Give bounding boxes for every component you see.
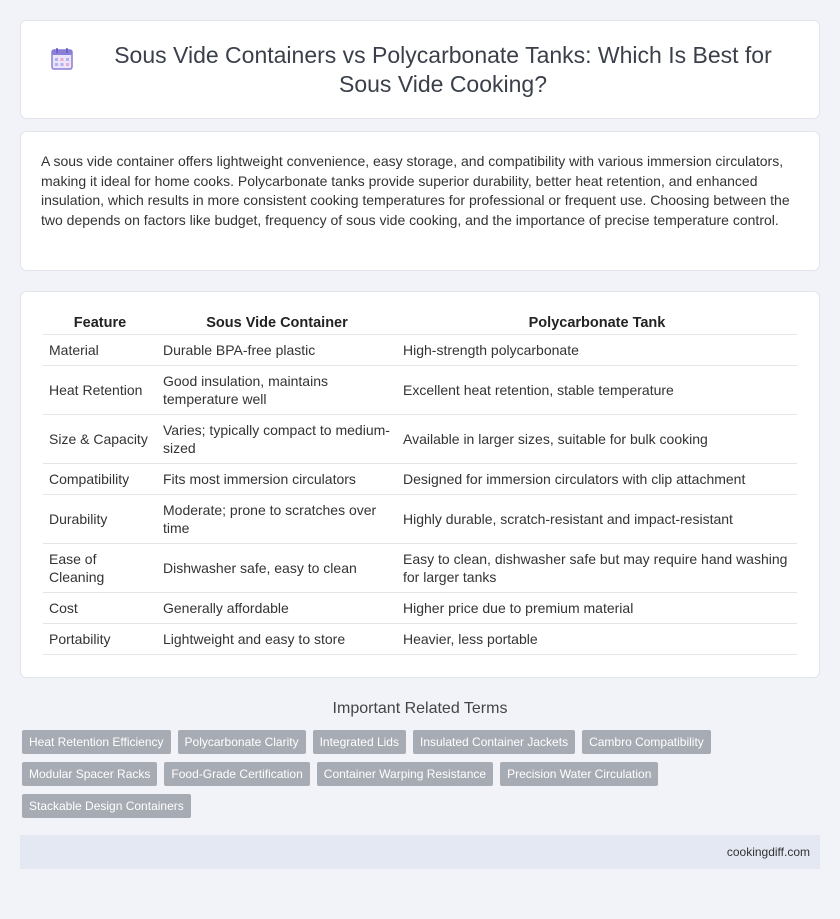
tank-cell: High-strength polycarbonate xyxy=(397,335,797,366)
container-cell: Varies; typically compact to medium-sized xyxy=(157,415,397,464)
related-tag[interactable]: Integrated Lids xyxy=(313,730,406,754)
feature-cell: Portability xyxy=(43,624,157,655)
intro-paragraph: A sous vide container offers lightweight convenience, easy storage, and compatibility with various immersion circulators, making it ideal for home cooks. Polycarbonate tanks provide superior durability, better heat retention, and enhanced insulation, which results in more consistent cooking temperatures for professional or frequent use. Choosing between the two depends on factors like budget, frequency of sous vide cooking, and the importance of precise temperature control. xyxy=(41,153,790,228)
tank-cell: Easy to clean, dishwasher safe but may require hand washing for larger tanks xyxy=(397,544,797,593)
container-cell: Moderate; prone to scratches over time xyxy=(157,495,397,544)
container-cell: Durable BPA-free plastic xyxy=(157,335,397,366)
table-header-row xyxy=(43,310,797,335)
tank-cell: Higher price due to premium material xyxy=(397,593,797,624)
feature-cell: Cost xyxy=(43,593,157,624)
container-cell: Dishwasher safe, easy to clean xyxy=(157,544,397,593)
feature-cell: Material xyxy=(43,335,157,366)
feature-cell: Size & Capacity xyxy=(43,415,157,464)
header-feature: Feature xyxy=(43,310,157,335)
title-card xyxy=(20,20,820,119)
comparison-table xyxy=(43,310,797,655)
tank-cell: Designed for immersion circulators with clip attachment xyxy=(397,464,797,495)
table-row xyxy=(43,366,797,415)
container-cell: Lightweight and easy to store xyxy=(157,624,397,655)
table-row xyxy=(43,415,797,464)
footer-site-link[interactable]: cookingdiff.com xyxy=(726,845,810,859)
related-tag[interactable]: Modular Spacer Racks xyxy=(22,762,157,786)
table-row xyxy=(43,495,797,544)
page-title: Sous Vide Containers vs Polycarbonate Tanks: Which Is Best for Sous Vide Cooking? xyxy=(114,41,772,97)
calendar-icon xyxy=(50,47,74,71)
related-terms-title: Important Related Terms xyxy=(332,700,508,717)
related-tag[interactable]: Heat Retention Efficiency xyxy=(22,730,171,754)
table-row xyxy=(43,464,797,495)
container-cell: Good insulation, maintains temperature well xyxy=(157,366,397,415)
feature-cell: Durability xyxy=(43,495,157,544)
table-row xyxy=(43,624,797,655)
tank-cell: Highly durable, scratch-resistant and impact-resistant xyxy=(397,495,797,544)
container-cell: Generally affordable xyxy=(157,593,397,624)
table-row xyxy=(43,335,797,366)
feature-cell: Compatibility xyxy=(43,464,157,495)
table-row xyxy=(43,593,797,624)
tank-cell: Available in larger sizes, suitable for bulk cooking xyxy=(397,415,797,464)
tank-cell: Excellent heat retention, stable temperature xyxy=(397,366,797,415)
related-tag[interactable]: Stackable Design Containers xyxy=(22,794,191,818)
header-sous-vide-container: Sous Vide Container xyxy=(157,310,397,335)
footer xyxy=(20,835,820,869)
related-tags xyxy=(22,730,742,818)
related-tag[interactable]: Cambro Compatibility xyxy=(582,730,711,754)
feature-cell: Ease of Cleaning xyxy=(43,544,157,593)
header-polycarbonate-tank: Polycarbonate Tank xyxy=(397,310,797,335)
related-tag[interactable]: Precision Water Circulation xyxy=(500,762,658,786)
container-cell: Fits most immersion circulators xyxy=(157,464,397,495)
intro-card xyxy=(20,131,820,271)
related-tag[interactable]: Polycarbonate Clarity xyxy=(178,730,306,754)
related-tag[interactable]: Food-Grade Certification xyxy=(164,762,309,786)
feature-cell: Heat Retention xyxy=(43,366,157,415)
title-wrap xyxy=(50,41,790,99)
comparison-card xyxy=(20,291,820,678)
table-row xyxy=(43,544,797,593)
related-tag[interactable]: Insulated Container Jackets xyxy=(413,730,575,754)
related-tag[interactable]: Container Warping Resistance xyxy=(317,762,493,786)
tank-cell: Heavier, less portable xyxy=(397,624,797,655)
